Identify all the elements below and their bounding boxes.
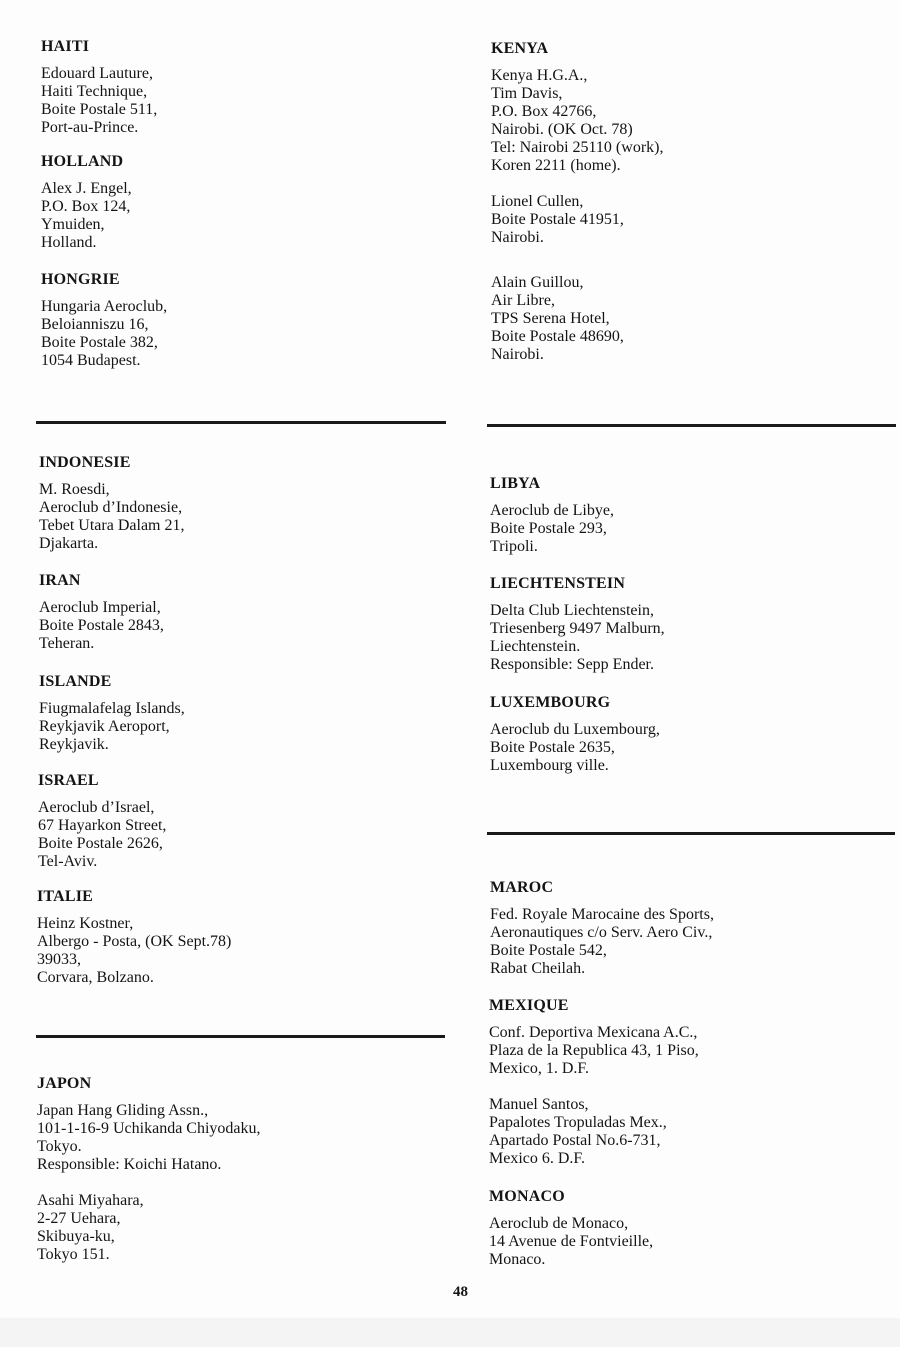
country-heading: MAROC <box>490 879 554 896</box>
address-line: Nairobi. <box>491 346 544 363</box>
address-line: Hungaria Aeroclub, <box>41 298 168 315</box>
address-line: Aeronautiques c/o Serv. Aero Civ., <box>490 924 713 941</box>
address-line: Fiugmalafelag Islands, <box>39 700 185 717</box>
entry-indonesie <box>39 454 184 553</box>
address-line: Boite Postale 2626, <box>38 835 163 852</box>
country-heading: MEXIQUE <box>489 997 569 1014</box>
address-line: 101-1-16-9 Uchikanda Chiyodaku, <box>37 1120 261 1137</box>
address-lines <box>39 700 185 754</box>
entry-liechtenstein <box>490 575 665 674</box>
address-line: Aeroclub d’Israel, <box>38 799 155 816</box>
address-lines <box>41 298 167 370</box>
entry-kenya <box>491 40 663 364</box>
address-line: M. Roesdi, <box>39 481 110 498</box>
address-line: Fed. Royale Marocaine des Sports, <box>490 906 714 923</box>
address-line: P.O. Box 124, <box>41 198 131 215</box>
address-line: Reykjavik. <box>39 736 109 753</box>
section-divider <box>487 424 896 427</box>
address-lines <box>490 602 665 674</box>
address-line: TPS Serena Hotel, <box>491 310 610 327</box>
address-line: Plaza de la Republica 43, 1 Piso, <box>489 1042 699 1059</box>
country-heading: HOLLAND <box>41 153 124 170</box>
address-line: Djakarta. <box>39 535 99 552</box>
address-line: Aeroclub de Libye, <box>490 502 614 519</box>
address-lines <box>490 906 714 978</box>
address-line: Boite Postale 542, <box>490 942 607 959</box>
address-lines <box>37 1102 261 1174</box>
address-line: Nairobi. (OK Oct. 78) <box>491 121 633 138</box>
address-line: Monaco. <box>489 1251 546 1268</box>
address-line: Conf. Deportiva Mexicana A.C., <box>489 1024 698 1041</box>
address-line: 14 Avenue de Fontvieille, <box>489 1233 654 1250</box>
entry-islande <box>39 673 185 754</box>
address-line: Tel: Nairobi 25110 (work), <box>491 139 664 156</box>
address-lines <box>489 1215 653 1269</box>
address-line: Heinz Kostner, <box>37 915 134 932</box>
address-line: Boite Postale 293, <box>490 520 607 537</box>
address-line: Japan Hang Gliding Assn., <box>37 1102 209 1119</box>
address-line: Haiti Technique, <box>41 83 148 100</box>
country-heading: LIBYA <box>490 475 541 492</box>
address-line: Luxembourg ville. <box>490 757 609 774</box>
address-line: P.O. Box 42766, <box>491 103 597 120</box>
address-lines <box>491 67 663 175</box>
address-line: Mexico 6. D.F. <box>489 1150 586 1167</box>
country-heading: ISLANDE <box>39 673 112 690</box>
address-line: Alex J. Engel, <box>41 180 132 197</box>
entry-holland <box>41 153 132 252</box>
address-line: Tripoli. <box>490 538 538 555</box>
address-line: Tokyo 151. <box>37 1246 110 1263</box>
address-line: Reykjavik Aeroport, <box>39 718 170 735</box>
address-line: Port-au-Prince. <box>41 119 139 136</box>
entry-libya <box>490 475 614 556</box>
entry-italie <box>37 888 231 987</box>
address-line: Boite Postale 2843, <box>39 617 164 634</box>
address-lines-tertiary <box>491 274 663 364</box>
country-heading: HONGRIE <box>41 271 120 288</box>
country-heading: ITALIE <box>37 888 94 905</box>
address-lines-secondary <box>37 1192 261 1264</box>
address-line: Albergo - Posta, (OK Sept.78) <box>37 933 232 950</box>
address-line: Triesenberg 9497 Malburn, <box>490 620 665 637</box>
address-line: Responsible: Sepp Ender. <box>490 656 654 673</box>
entry-monaco <box>489 1188 653 1269</box>
address-lines <box>490 502 614 556</box>
address-line: Boite Postale 382, <box>41 334 158 351</box>
address-lines <box>39 481 184 553</box>
address-line: Asahi Miyahara, <box>37 1192 144 1209</box>
address-line: Ymuiden, <box>41 216 105 233</box>
address-line: Rabat Cheilah. <box>490 960 586 977</box>
address-lines <box>41 65 157 137</box>
address-line: Beloianniszu 16, <box>41 316 149 333</box>
entry-luxembourg <box>490 694 660 775</box>
address-line: 1054 Budapest. <box>41 352 141 369</box>
address-lines <box>41 180 132 252</box>
address-line: Kenya H.G.A., <box>491 67 588 84</box>
country-heading: KENYA <box>491 40 549 57</box>
country-heading: MONACO <box>489 1188 565 1205</box>
address-line: Aeroclub Imperial, <box>39 599 161 616</box>
address-line: Aeroclub du Luxembourg, <box>490 721 660 738</box>
address-lines <box>38 799 166 871</box>
address-line: Liechtenstein. <box>490 638 581 655</box>
address-lines <box>489 1024 699 1078</box>
address-line: Skibuya-ku, <box>37 1228 115 1245</box>
address-line: Teheran. <box>39 635 95 652</box>
country-heading: IRAN <box>39 572 81 589</box>
address-line: Nairobi. <box>491 229 544 246</box>
address-line: Koren 2211 (home). <box>491 157 621 174</box>
section-divider <box>487 832 895 835</box>
country-heading: INDONESIE <box>39 454 131 471</box>
address-line: Boite Postale 2635, <box>490 739 615 756</box>
address-line: Lionel Cullen, <box>491 193 584 210</box>
address-line: Manuel Santos, <box>489 1096 589 1113</box>
address-lines-secondary <box>489 1096 699 1168</box>
address-line: Boite Postale 511, <box>41 101 158 118</box>
country-heading: LUXEMBOURG <box>490 694 611 711</box>
section-divider <box>36 421 446 424</box>
address-line: Tebet Utara Dalam 21, <box>39 517 185 534</box>
address-lines <box>37 915 231 987</box>
address-line: Delta Club Liechtenstein, <box>490 602 654 619</box>
page-number: 48 <box>453 1284 468 1296</box>
address-line: Corvara, Bolzano. <box>37 969 154 986</box>
address-lines <box>39 599 164 653</box>
address-line: Boite Postale 41951, <box>491 211 624 228</box>
entry-mexique <box>489 997 699 1168</box>
address-line: Holland. <box>41 234 97 251</box>
country-heading: HAITI <box>41 38 90 55</box>
address-line: Responsible: Koichi Hatano. <box>37 1156 222 1173</box>
address-line: Aeroclub de Monaco, <box>489 1215 629 1232</box>
address-line: Mexico, 1. D.F. <box>489 1060 590 1077</box>
entry-hongrie <box>41 271 167 370</box>
country-heading: JAPON <box>37 1075 92 1092</box>
address-line: 39033, <box>37 951 81 968</box>
address-line: Edouard Lauture, <box>41 65 153 82</box>
entry-haiti <box>41 38 157 137</box>
country-heading: ISRAEL <box>38 772 99 789</box>
address-line: 2-27 Uehara, <box>37 1210 121 1227</box>
entry-japon <box>37 1075 261 1264</box>
address-line: Tel-Aviv. <box>38 853 98 870</box>
entry-maroc <box>490 879 714 978</box>
address-lines-secondary <box>491 193 663 247</box>
address-lines <box>490 721 660 775</box>
address-line: Papalotes Tropuladas Mex., <box>489 1114 667 1131</box>
entry-iran <box>39 572 164 653</box>
address-line: Apartado Postal No.6-731, <box>489 1132 661 1149</box>
address-line: Alain Guillou, <box>491 274 584 291</box>
section-divider <box>36 1035 445 1038</box>
address-line: Aeroclub d’Indonesie, <box>39 499 183 516</box>
entry-israel <box>38 772 166 871</box>
address-line: Tokyo. <box>37 1138 82 1155</box>
address-line: Tim Davis, <box>491 85 563 102</box>
address-line: Boite Postale 48690, <box>491 328 624 345</box>
address-line: 67 Hayarkon Street, <box>38 817 167 834</box>
country-heading: LIECHTENSTEIN <box>490 575 626 592</box>
address-line: Air Libre, <box>491 292 555 309</box>
